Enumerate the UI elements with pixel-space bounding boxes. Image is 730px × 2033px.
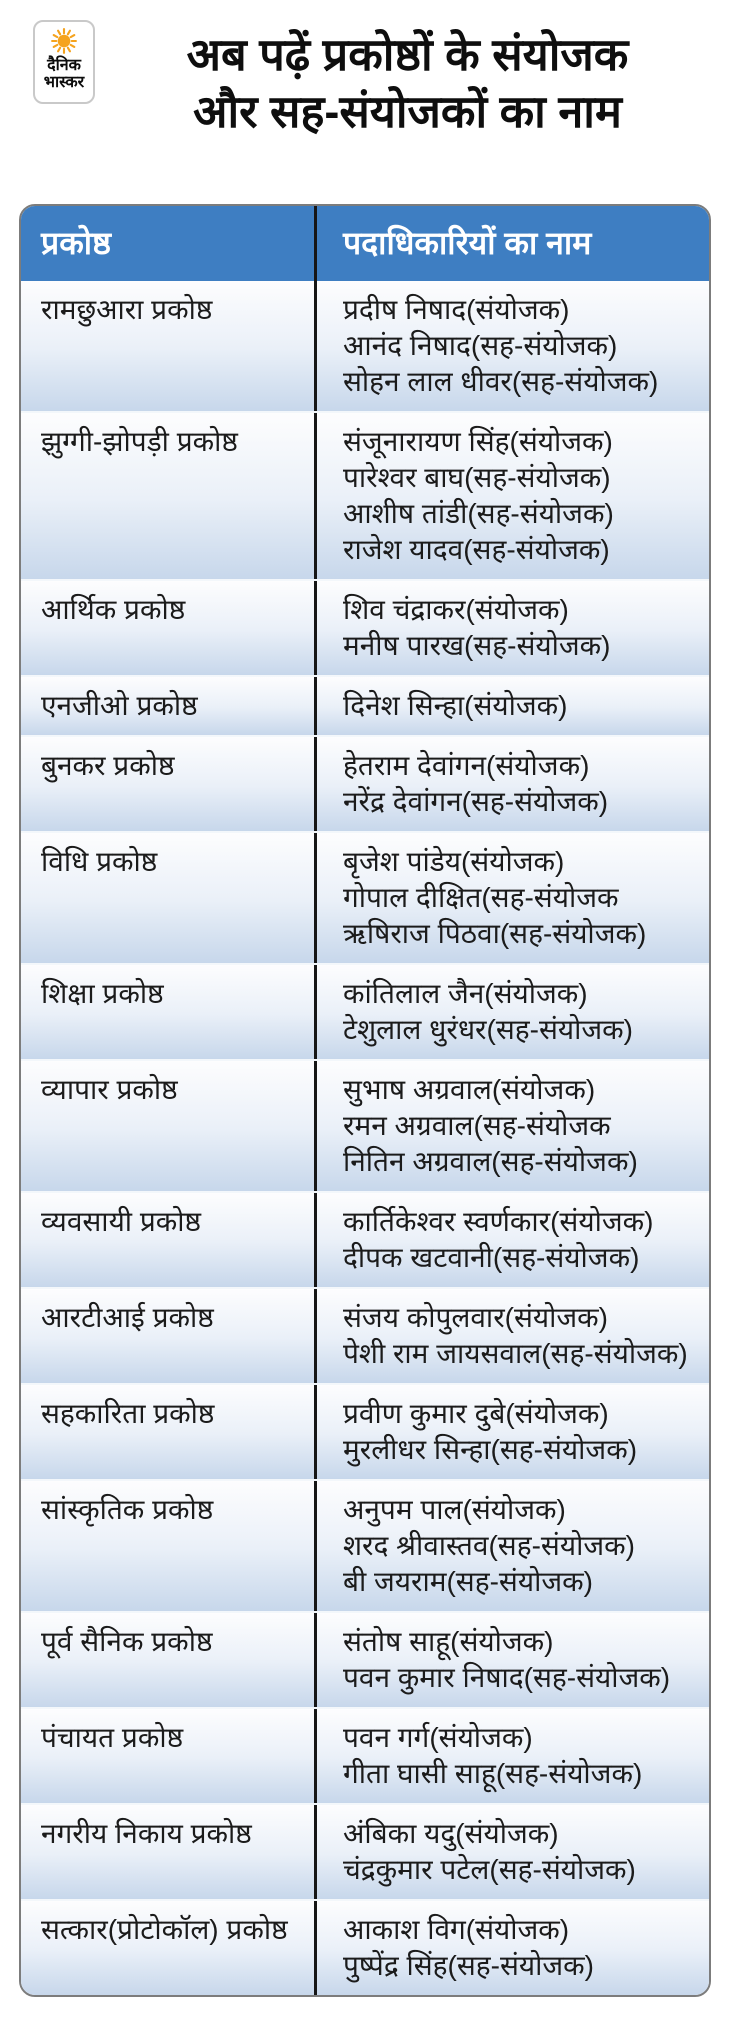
prakoshth-cell: बुनकर प्रकोष्ठ: [21, 737, 317, 831]
table-row: [21, 1383, 709, 1479]
official-name: नरेंद्र देवांगन(सह-संयोजक): [343, 786, 609, 817]
prakoshth-cell: व्यापार प्रकोष्ठ: [21, 1061, 317, 1191]
prakoshth-cell: व्यवसायी प्रकोष्ठ: [21, 1193, 317, 1287]
prakoshth-cell: विधि प्रकोष्ठ: [21, 833, 317, 963]
page-title: [95, 20, 714, 140]
prakoshth-cell: सत्कार(प्रोटोकॉल) प्रकोष्ठ: [21, 1901, 317, 1995]
officials-cell: [317, 281, 709, 411]
officials-cell: [317, 1805, 709, 1899]
officials-cell: [317, 1901, 709, 1995]
official-name: पवन कुमार निषाद(सह-संयोजक): [343, 1662, 671, 1693]
official-name: पारेश्वर बाघ(सह-संयोजक): [343, 462, 611, 493]
official-name: पुष्पेंद्र सिंह(सह-संयोजक): [343, 1950, 594, 1981]
official-name: आनंद निषाद(सह-संयोजक): [343, 330, 618, 361]
official-name: अंबिका यदु(संयोजक): [343, 1818, 559, 1849]
table-body: [21, 281, 709, 1995]
official-name: संजूनारायण सिंह(संयोजक): [343, 426, 613, 457]
officials-cell: [317, 677, 709, 735]
official-name: पेशी राम जायसवाल(सह-संयोजक): [343, 1338, 688, 1369]
official-name: ऋषिराज पिठवा(सह-संयोजक): [343, 918, 647, 949]
table-row: [21, 1803, 709, 1899]
official-name: दिनेश सिन्हा(संयोजक): [343, 690, 568, 721]
official-name: चंद्रकुमार पटेल(सह-संयोजक): [343, 1854, 636, 1885]
official-name: आशीष तांडी(सह-संयोजक): [343, 498, 614, 529]
official-name: बृजेश पांडेय(संयोजक): [343, 846, 565, 877]
officials-cell: [317, 1709, 709, 1803]
prakoshth-cell: सहकारिता प्रकोष्ठ: [21, 1385, 317, 1479]
official-name: संजय कोपुलवार(संयोजक): [343, 1302, 608, 1333]
officials-cell: [317, 1289, 709, 1383]
prakoshth-cell: पूर्व सैनिक प्रकोष्ठ: [21, 1613, 317, 1707]
title-line1: अब पढ़ें प्रकोष्ठों के संयोजक: [186, 29, 629, 80]
table-row: [21, 411, 709, 579]
dainik-bhaskar-logo: [33, 20, 95, 104]
official-name: टेशुलाल धुरंधर(सह-संयोजक): [343, 1014, 633, 1045]
official-name: संतोष साहू(संयोजक): [343, 1626, 554, 1657]
masthead: [0, 0, 730, 140]
table-row: [21, 1191, 709, 1287]
official-name: हेतराम देवांगन(संयोजक): [343, 750, 590, 781]
official-name: पवन गर्ग(संयोजक): [343, 1722, 533, 1753]
official-name: गोपाल दीक्षित(सह-संयोजक: [343, 882, 619, 913]
table-row: [21, 1899, 709, 1995]
sun-icon: [50, 27, 78, 55]
table-row: [21, 831, 709, 963]
column-header-names: पदाधिकारियों का नाम: [343, 225, 592, 261]
official-name: सोहन लाल धीवर(सह-संयोजक): [343, 366, 659, 397]
officials-cell: [317, 833, 709, 963]
table-row: [21, 963, 709, 1059]
officials-cell: [317, 1193, 709, 1287]
prakoshth-cell: झुग्गी-झोपड़ी प्रकोष्ठ: [21, 413, 317, 579]
official-name: सुभाष अग्रवाल(संयोजक): [343, 1074, 596, 1105]
prakoshth-cell: आरटीआई प्रकोष्ठ: [21, 1289, 317, 1383]
title-line2: और सह-संयोजकों का नाम: [193, 86, 622, 137]
logo-line1: दैनिक: [47, 57, 81, 74]
table-row: [21, 281, 709, 411]
officials-cell: [317, 1385, 709, 1479]
table-row: [21, 735, 709, 831]
official-name: प्रवीण कुमार दुबे(संयोजक): [343, 1398, 609, 1429]
officials-cell: [317, 1613, 709, 1707]
official-name: बी जयराम(सह-संयोजक): [343, 1566, 593, 1597]
officials-table: [19, 204, 711, 1997]
prakoshth-cell: पंचायत प्रकोष्ठ: [21, 1709, 317, 1803]
official-name: कार्तिकेश्वर स्वर्णकार(संयोजक): [343, 1206, 654, 1237]
official-name: आकाश विग(संयोजक): [343, 1914, 570, 1945]
official-name: कांतिलाल जैन(संयोजक): [343, 978, 588, 1009]
table-row: [21, 1611, 709, 1707]
table-row: [21, 1707, 709, 1803]
official-name: मुरलीधर सिन्हा(सह-संयोजक): [343, 1434, 638, 1465]
official-name: शिव चंद्राकर(संयोजक): [343, 594, 569, 625]
official-name: दीपक खटवानी(सह-संयोजक): [343, 1242, 640, 1273]
officials-cell: [317, 581, 709, 675]
table-row: [21, 579, 709, 675]
table-row: [21, 1479, 709, 1611]
prakoshth-cell: रामछुआरा प्रकोष्ठ: [21, 281, 317, 411]
table-row: [21, 1059, 709, 1191]
official-name: राजेश यादव(सह-संयोजक): [343, 534, 610, 565]
logo-line2: भास्कर: [43, 73, 85, 91]
officials-cell: [317, 1061, 709, 1191]
column-header-prakoshth: प्रकोष्ठ: [21, 206, 317, 281]
official-name: रमन अग्रवाल(सह-संयोजक: [343, 1110, 611, 1141]
prakoshth-cell: शिक्षा प्रकोष्ठ: [21, 965, 317, 1059]
table-row: [21, 675, 709, 735]
official-name: शरद श्रीवास्तव(सह-संयोजक): [343, 1530, 635, 1561]
official-name: गीता घासी साहू(सह-संयोजक): [343, 1758, 643, 1789]
official-name: मनीष पारख(सह-संयोजक): [343, 630, 611, 661]
official-name: प्रदीष निषाद(संयोजक): [343, 294, 570, 325]
officials-cell: [317, 737, 709, 831]
official-name: अनुपम पाल(संयोजक): [343, 1494, 566, 1525]
official-name: नितिन अग्रवाल(सह-संयोजक): [343, 1146, 638, 1177]
officials-cell: [317, 1481, 709, 1611]
officials-cell: [317, 413, 709, 579]
table-row: [21, 1287, 709, 1383]
prakoshth-cell: सांस्कृतिक प्रकोष्ठ: [21, 1481, 317, 1611]
prakoshth-cell: एनजीओ प्रकोष्ठ: [21, 677, 317, 735]
table-header-row: [21, 206, 709, 281]
logo-text: [44, 58, 84, 92]
prakoshth-cell: आर्थिक प्रकोष्ठ: [21, 581, 317, 675]
prakoshth-cell: नगरीय निकाय प्रकोष्ठ: [21, 1805, 317, 1899]
officials-cell: [317, 965, 709, 1059]
